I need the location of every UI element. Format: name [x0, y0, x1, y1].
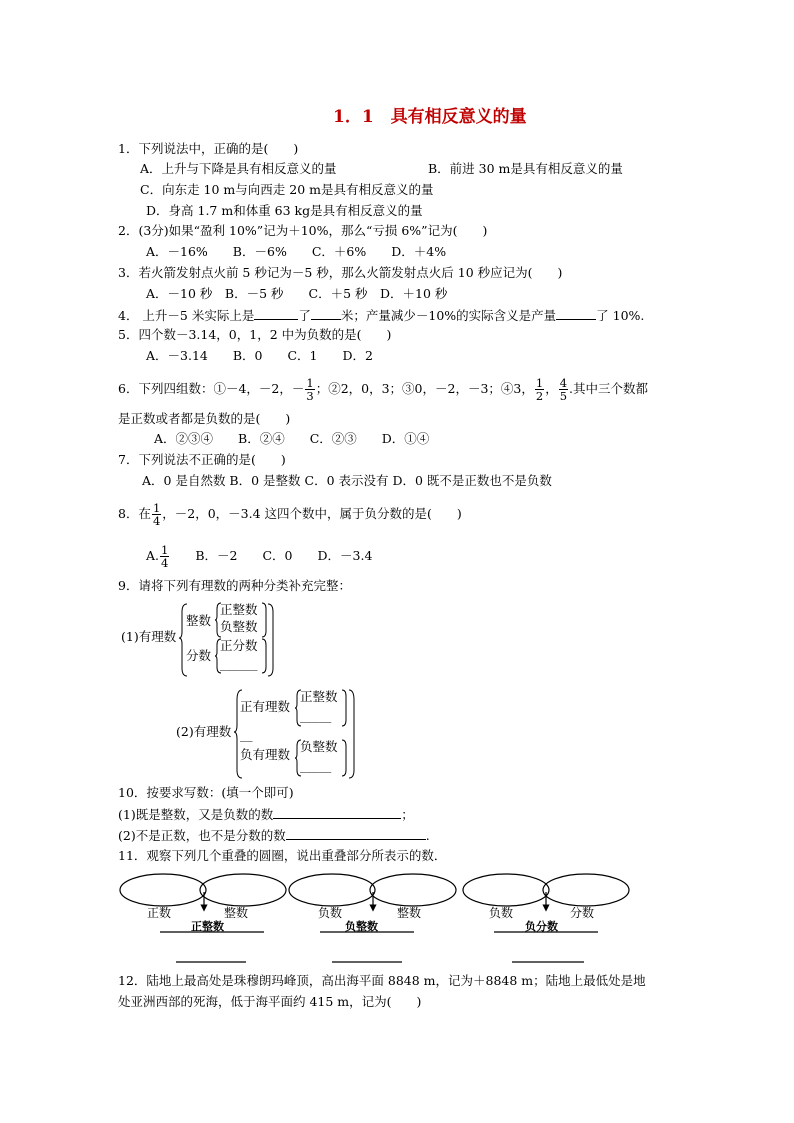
- q3-stem: 3．若火箭发射点火前 5 秒记为－5 秒，那么火箭发射点火后 10 秒应记为( ): [118, 265, 563, 280]
- venn3-caption: 负分数: [525, 920, 558, 933]
- q7-options: A．0 是自然数 B．0 是整数 C．0 表示没有 D．0 既不是正数也不是负数: [142, 473, 552, 488]
- q5-options: A．－3.14 B．0 C．1 D．2: [146, 348, 373, 363]
- q4-text-3: 米；产量减少－10%的实际含义是产量: [340, 308, 557, 323]
- q10-sub-1-end: ；: [401, 807, 414, 822]
- venn3-left-ellipse: [463, 874, 549, 906]
- q9-tree1-positive-integer: 正整数: [220, 602, 258, 617]
- q6-text-4: .其中三个数都: [569, 381, 649, 396]
- q2-stem: 2．(3分)如果“盈利 10%”记为＋10%，那么“亏损 6%”记为( ): [118, 223, 488, 238]
- q9-tree1-negative-integer: 负整数: [220, 619, 258, 634]
- q9-tree2-positive-rational: 正有理数: [240, 699, 291, 714]
- q4-text-1: 4． 上升－5 米实际上是: [118, 308, 255, 323]
- q9-tree1-positive-fraction: 正分数: [220, 638, 258, 653]
- venn2-left-ellipse: [289, 874, 375, 906]
- q6-fraction-1: $\frac{1}{3}$: [306, 376, 314, 403]
- q11-stem: 11．观察下列几个重叠的圆圈，说出重叠部分所表示的数．: [118, 848, 447, 863]
- venn2-caption: 负整数: [345, 920, 378, 933]
- q8-fraction: $\frac{1}{4}$: [152, 501, 161, 528]
- venn3-right-ellipse: [543, 874, 629, 906]
- q12-line-2: 处亚洲西部的死海，低于海平面约 415 m，记为( ): [118, 994, 422, 1009]
- q6-line-2: 是正数或者都是负数的是( ): [118, 411, 291, 426]
- q6-text-1: 6．下列四组数：①－4，－2，－: [118, 381, 305, 396]
- q6-fraction-3: $\frac{4}{5}$: [559, 376, 568, 403]
- q6-text-2: ；②2，0，3；③0，－2，－3；④3，: [315, 381, 534, 396]
- q1-option-a: A．上升与下降是具有相反意义的量: [140, 161, 337, 176]
- q6-fraction-2: $\frac{1}{2}$: [535, 376, 544, 403]
- q1-option-b: B．前进 30 m是具有相反意义的量: [428, 161, 623, 176]
- venn1-caption: 正整数: [191, 920, 224, 933]
- venn1-left-ellipse: [120, 874, 206, 906]
- q1-option-d: D．身高 1.7 m和体重 63 kg是具有相反意义的量: [146, 203, 423, 218]
- q10-sub-1-text: (1)既是整数，又是负数的数: [118, 807, 274, 822]
- q1-option-c: C．向东走 10 m与向西走 20 m是具有相反意义的量: [140, 182, 434, 197]
- venn3-right-label: 分数: [570, 906, 595, 920]
- q9-tree2-positive-integer: 正整数: [300, 689, 338, 704]
- q9-tree1-blank[interactable]: ______: [220, 656, 258, 671]
- q6-options: A．②③④ B．②④ C．②③ D．①④: [154, 431, 430, 446]
- q8-text-2: ，－2，0，－3.4 这四个数中，属于负分数的是( ): [162, 506, 462, 521]
- q5-stem: 5．四个数－3.14，0，1，2 中为负数的是( ): [118, 327, 392, 342]
- q4-text-4: 了 10%.: [596, 308, 645, 323]
- venn1-right-ellipse: [200, 874, 286, 906]
- venn3-left-label: 负数: [489, 906, 514, 920]
- q9-tree2-root: (2)有理数: [176, 724, 232, 739]
- venn1-right-label: 整数: [224, 906, 249, 920]
- q12-line-1: 12．陆地上最高处是珠穆朗玛峰顶，高出海平面 8848 m，记为＋8848 m；陆地上最低处是地: [118, 973, 646, 988]
- q9-tree2-blank-2[interactable]: _____: [300, 758, 332, 773]
- q8-option-a-label: A.: [146, 548, 160, 563]
- q9-tree1-fraction: 分数: [186, 648, 212, 663]
- q9-tree2-negative-rational: 负有理数: [240, 747, 291, 762]
- q10-sub-2-text: (2)不是正数，也不是分数的数: [118, 828, 286, 843]
- q9-tree1-root: (1)有理数: [121, 629, 177, 644]
- q9-tree2-blank-1[interactable]: _____: [300, 708, 332, 723]
- q10-stem: 10．按要求写数：(填一个即可): [118, 785, 294, 800]
- q8-text-1: 8．在: [118, 506, 151, 521]
- q1-stem: 1．下列说法中，正确的是( ): [118, 141, 299, 156]
- q2-options: A．－16% B．－6% C．＋6% D．＋4%: [146, 244, 447, 259]
- venn1-left-label: 正数: [147, 906, 172, 920]
- q3-options: A．－10 秒 B．－5 秒 C．＋5 秒 D．＋10 秒: [146, 286, 448, 301]
- q6-text-3: ，: [545, 381, 558, 396]
- q8-option-a-fraction: $\frac{1}{4}$: [161, 543, 169, 570]
- q8-options-rest: B．－2 C．0 D．－3.4: [170, 548, 373, 563]
- q9-tree2-blank-middle[interactable]: __: [240, 727, 253, 742]
- q4-text-2: 了: [298, 308, 311, 323]
- venn2-left-label: 负数: [318, 906, 343, 920]
- q10-sub-2-end: .: [425, 828, 430, 843]
- venn2-right-label: 整数: [397, 906, 422, 920]
- q9-stem: 9．请将下列有理数的两种分类补充完整：: [118, 578, 351, 593]
- venn2-right-ellipse: [370, 874, 456, 906]
- page-title: 1．1 具有相反意义的量: [333, 107, 527, 127]
- q9-tree2-negative-integer: 负整数: [300, 739, 338, 754]
- q7-stem: 7．下列说法不正确的是( ): [118, 452, 286, 467]
- q9-tree1-integer: 整数: [186, 613, 212, 628]
